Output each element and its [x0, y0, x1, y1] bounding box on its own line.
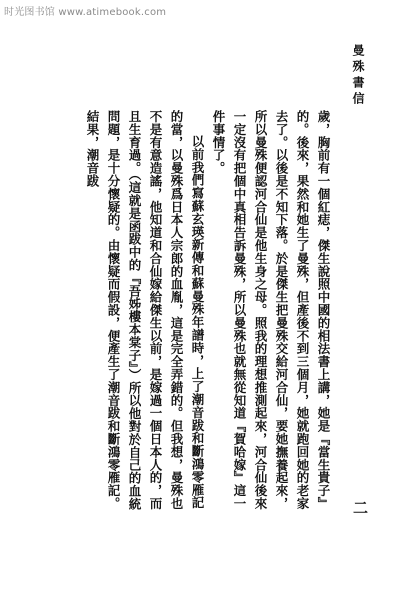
running-head: 曼殊書信: [351, 44, 365, 108]
page-number: 二: [351, 500, 369, 515]
paragraph-2: 以前我們寫蘇玄瑛新傳和蘇曼殊年譜時，上了潮音跋和斷鴻零雁記的當，以曼殊爲日本人宗郎的血胤，這是完全弄錯的。但我想，曼殊也不是有意造謠，他知道和合仙嫁給傑生以前，是嫁過一個日本人的，而且生育過。（這就是函跋中的『吾姊樓本棠子』）所以他對於自己的血統問題，是十分懷疑的。由懷疑而假設，便產生了潮音跋和斷鴻零雁記。結果，潮音跋: [85, 110, 205, 511]
watermark: 时光图书馆 www.atimebook.com: [4, 7, 167, 18]
body-text: [58, 110, 334, 520]
paragraph-1: 歲，胸前有一個紅痣，傑生說照中國的相法書上講，她是『當生貴子』的。後來，果然和她生了曼殊，但產後不到三個月，她就跑回她的老家去了。以後是不知下落。於是傑生把曼殊交給河合仙，要她撫養起來，所以曼殊便認河合仙是他生身之母。照我的理想推測起來，河合仙後來一定沒有把個中真相告訴曼殊，所以曼殊也就無從知道『賀哈嫁』這一件事情了。: [211, 110, 331, 510]
